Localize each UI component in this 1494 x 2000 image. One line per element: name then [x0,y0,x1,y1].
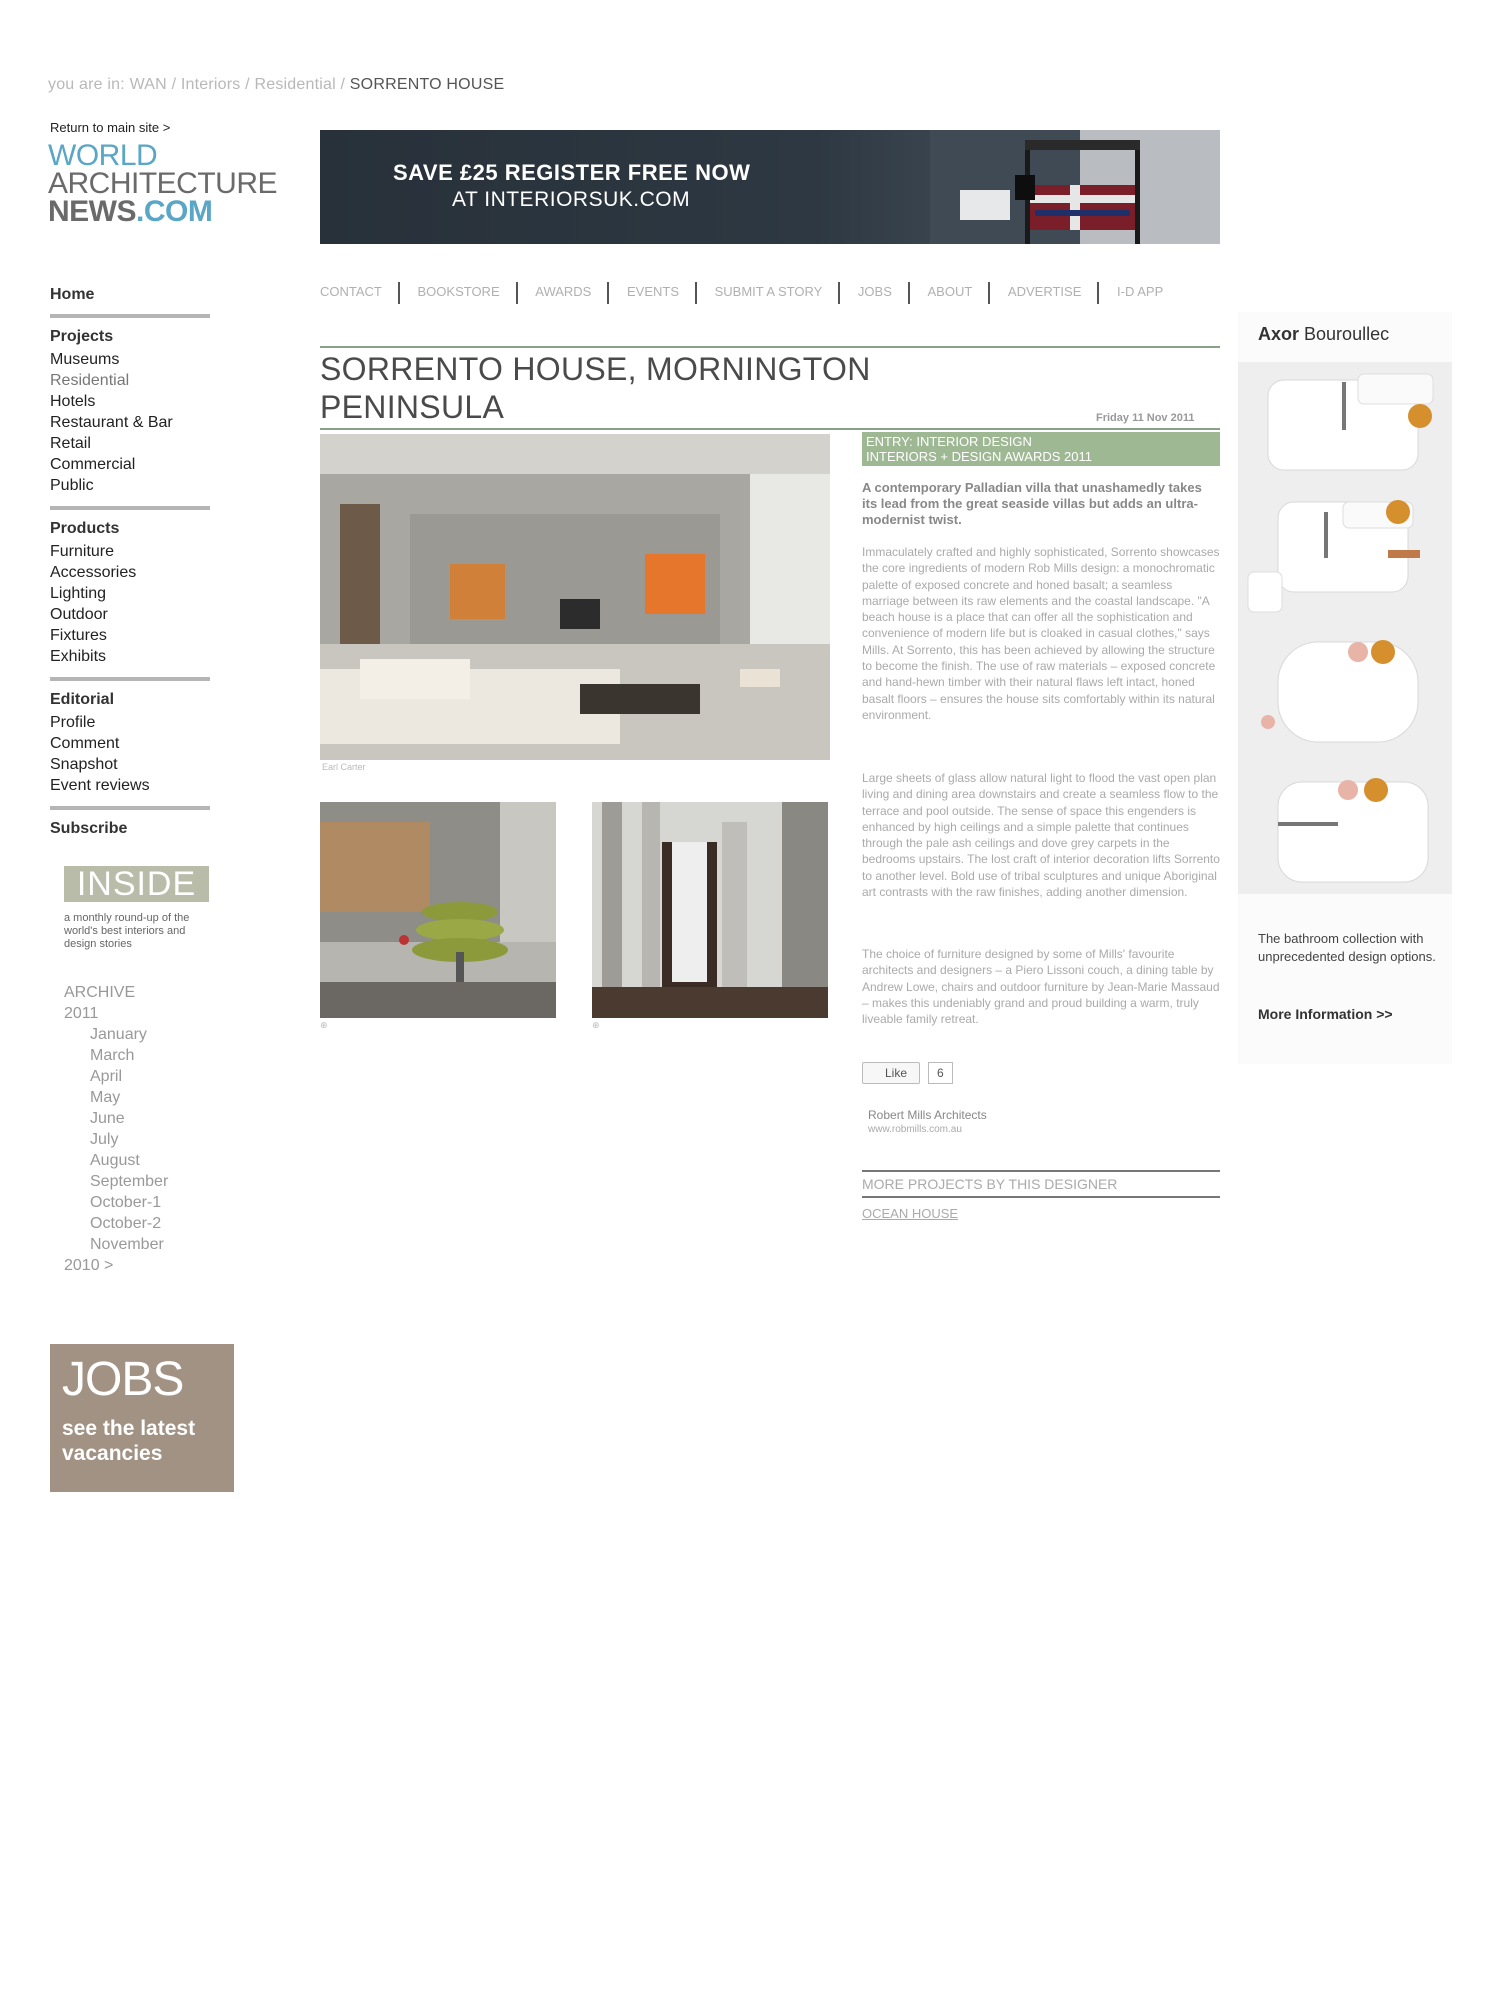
archive-month-june[interactable]: June [90,1110,125,1127]
architect-firm-url[interactable]: www.robmills.com.au [868,1124,962,1135]
jobs-promo-line1: see the latest [62,1417,196,1440]
more-project-link-ocean-house[interactable]: OCEAN HOUSE [862,1206,959,1221]
inside-newsletter-description: a monthly round-up of the world's best interiors and design stories [64,912,190,950]
archive-month-august[interactable]: August [90,1152,140,1169]
topnav-contact[interactable]: CONTACT [320,284,382,300]
enlarge-icon[interactable]: ⊕ [320,1020,328,1030]
sidebar-item-retail[interactable]: Retail [50,435,91,452]
sidebar-item-commercial[interactable]: Commercial [50,456,136,473]
archive-month-april[interactable]: April [90,1068,123,1085]
jobs-promo-line2: vacancies [62,1442,163,1465]
thumbnail-chair-photo[interactable] [320,802,556,1018]
topnav-jobs[interactable]: JOBS [857,284,892,300]
ad-brand-rest: Bouroullec [1304,324,1390,344]
sidebar-divider [50,314,210,318]
sidebar-item-lighting[interactable]: Lighting [50,585,107,602]
staircase-image [592,802,828,1018]
jobs-promo-text [62,1416,222,1466]
enlarge-icon[interactable]: ⊕ [592,1020,600,1030]
chair-image [320,802,556,1018]
interiorsuk-banner-ad[interactable] [320,130,1220,244]
logo-line-architecture: ARCHITECTURE [48,167,278,200]
breadcrumb-separator: / [245,76,250,93]
living-room-image [320,434,830,760]
sidebar-divider [50,506,210,510]
archive-year-2011[interactable]: 2011 [64,1005,99,1022]
title-bottom-rule [320,428,1220,430]
topnav-id-app[interactable]: I-D APP [1117,284,1164,300]
sidebar-divider [50,806,210,810]
awards-entry-badge [862,432,1220,466]
sidebar-item-residential[interactable]: Residential [50,372,130,389]
entry-category: ENTRY: INTERIOR DESIGN [866,434,1032,449]
top-navigation [320,282,1220,312]
archive-heading[interactable]: ARCHIVE [64,984,136,1001]
ad-more-information-link[interactable]: More Information >> [1258,1006,1393,1022]
banner-bed-image [930,130,1220,244]
article-date: Friday 11 Nov 2011 [1096,412,1195,424]
more-projects-top-rule [862,1170,1220,1172]
topnav-separator [607,282,609,304]
architect-firm-name: Robert Mills Architects [868,1108,987,1122]
archive-month-may[interactable]: May [90,1089,121,1106]
topnav-about[interactable]: ABOUT [927,284,973,300]
topnav-separator [1097,282,1099,304]
logo-dotcom-text: .COM [136,195,213,228]
sidebar-item-snapshot[interactable]: Snapshot [50,756,118,773]
archive-month-september[interactable]: September [90,1173,169,1190]
archive-month-january[interactable]: January [90,1026,147,1043]
topnav-events[interactable]: EVENTS [626,284,679,300]
like-button[interactable]: Like [862,1062,920,1084]
breadcrumb-link-wan[interactable]: WAN [129,76,167,93]
article-lede: A contemporary Palladian villa that unashamedly takes its lead from the great seaside villas but adds an ultra-modernist twist. [862,480,1202,527]
facebook-like-widget [862,1062,953,1084]
archive-month-july[interactable]: July [90,1131,119,1148]
site-logo[interactable] [48,139,288,228]
breadcrumb-link-interiors[interactable]: Interiors [180,76,241,93]
topnav-bookstore[interactable]: BOOKSTORE [417,284,500,300]
sidebar-item-outdoor[interactable]: Outdoor [50,606,108,623]
topnav-separator [516,282,518,304]
thumbnail-stair-photo[interactable] [592,802,828,1018]
ad-brand [1258,324,1389,345]
archive-month-october-2[interactable]: October-2 [90,1215,162,1232]
logo-line-world: WORLD [48,139,158,172]
archive-year-2010[interactable]: 2010 > [64,1257,114,1274]
archive-month-march[interactable]: March [90,1047,135,1064]
topnav-separator [838,282,840,304]
topnav-advertise[interactable]: ADVERTISE [1007,284,1082,300]
breadcrumb [48,76,504,94]
sidebar-item-comment[interactable]: Comment [50,735,120,752]
topnav-awards[interactable]: AWARDS [535,284,592,300]
basins-illustration [1238,362,1452,894]
banner-subline: AT INTERIORSUK.COM [452,188,691,211]
jobs-promo-title: JOBS [62,1353,184,1406]
inside-newsletter-logo[interactable]: INSIDE [64,866,209,902]
breadcrumb-link-residential[interactable]: Residential [254,76,336,93]
banner-headline: SAVE £25 REGISTER FREE NOW [393,160,751,185]
topnav-separator [398,282,400,304]
ad-copy-text: The bathroom collection with unprecedented design options. [1258,931,1436,964]
topnav-submit-a-story[interactable]: SUBMIT A STORY [714,284,823,300]
sidebar-item-profile[interactable]: Profile [50,714,96,731]
breadcrumb-current: SORRENTO HOUSE [349,76,505,93]
entry-award-name: INTERIORS + DESIGN AWARDS 2011 [866,449,1092,464]
more-projects-heading: MORE PROJECTS BY THIS DESIGNER [862,1176,1220,1198]
sidebar-item-museums[interactable]: Museums [50,351,120,368]
archive-month-november[interactable]: November [90,1236,164,1253]
sidebar-item-public[interactable]: Public [50,477,94,494]
topnav-separator [988,282,990,304]
breadcrumb-prefix: you are in: [48,76,125,93]
sidebar-item-hotels[interactable]: Hotels [50,393,96,410]
topnav-separator [695,282,697,304]
sidebar-item-restaurant-bar[interactable]: Restaurant & Bar [50,414,173,431]
breadcrumb-separator: / [340,76,346,93]
sidebar-item-fixtures[interactable]: Fixtures [50,627,107,644]
sidebar-heading-products[interactable]: Products [50,520,120,537]
sidebar-heading-projects[interactable]: Projects [50,328,114,345]
sidebar-item-furniture[interactable]: Furniture [50,543,115,560]
topnav-separator [908,282,910,304]
logo-line-news [48,195,288,228]
sidebar-divider [50,677,210,681]
archive-list [64,982,224,1276]
logo-news-text: NEWS [48,195,136,228]
archive-month-october-1[interactable]: October-1 [90,1194,162,1211]
title-top-rule [320,346,1220,348]
sidebar-item-home[interactable]: Home [50,286,95,303]
sidebar-navigation [50,282,210,841]
breadcrumb-separator: / [171,76,177,93]
jobs-promo[interactable] [50,1344,234,1492]
sidebar-item-exhibits[interactable]: Exhibits [50,648,107,665]
article-paragraph-1: Immaculately crafted and highly sophisticated, Sorrento showcases the core ingredients of modern Rob Mills design: a monochromatic palette of exposed concrete and honed basalt; a seamless marriage between its raw elements and the coastal landscape. "A beach house is a place that can offer all the sophistication and convenience of modern life but is cloaked in casual clothes," says Mills. At Sorrento, this has been achieved by allowing the structure to become the finish. The use of raw materials – exposed concrete and hand-hewn timber with their natural flaws left intact, honed basalt floors – ensures the house sits comfortably within its natural environment. [862,545,1220,722]
ad-brand-bold: Axor [1258,324,1300,344]
return-to-main-site-link[interactable]: Return to main site > [50,120,171,135]
photo-credit: Earl Carter [322,762,366,772]
like-count: 6 [928,1062,953,1084]
sidebar-item-accessories[interactable]: Accessories [50,564,137,581]
sidebar-item-event-reviews[interactable]: Event reviews [50,777,150,794]
sidebar-heading-editorial[interactable]: Editorial [50,691,115,708]
sidebar-item-subscribe[interactable]: Subscribe [50,820,128,837]
main-living-room-photo[interactable] [320,434,830,760]
article-paragraph-3: The choice of furniture designed by some of Mills' favourite architects and designers – a Piero Lissoni couch, a dining table by Andrew Lowe, chairs and outdoor furniture by Jean-Marie Massaud – makes this undeniably grand and proud building a warm, truly liveable family retreat. [862,947,1220,1027]
article-paragraph-2: Large sheets of glass allow natural light to flood the vast open plan living and dining area downstairs and create a seamless flow to the terrace and pool outside. The sense of space this engenders is enhanced by high ceilings and a simple palette that continues through the pale ash ceilings and dove grey carpets in the bedrooms upstairs. The lost craft of interior decoration lifts Sorrento to another level. Bold use of tribal sculptures and unique Aboriginal art contrasts with the raw finishes, adding another dimension. [862,771,1220,900]
page-title: SORRENTO HOUSE, MORNINGTON PENINSULA [320,351,871,425]
ad-basins-image [1238,362,1452,894]
